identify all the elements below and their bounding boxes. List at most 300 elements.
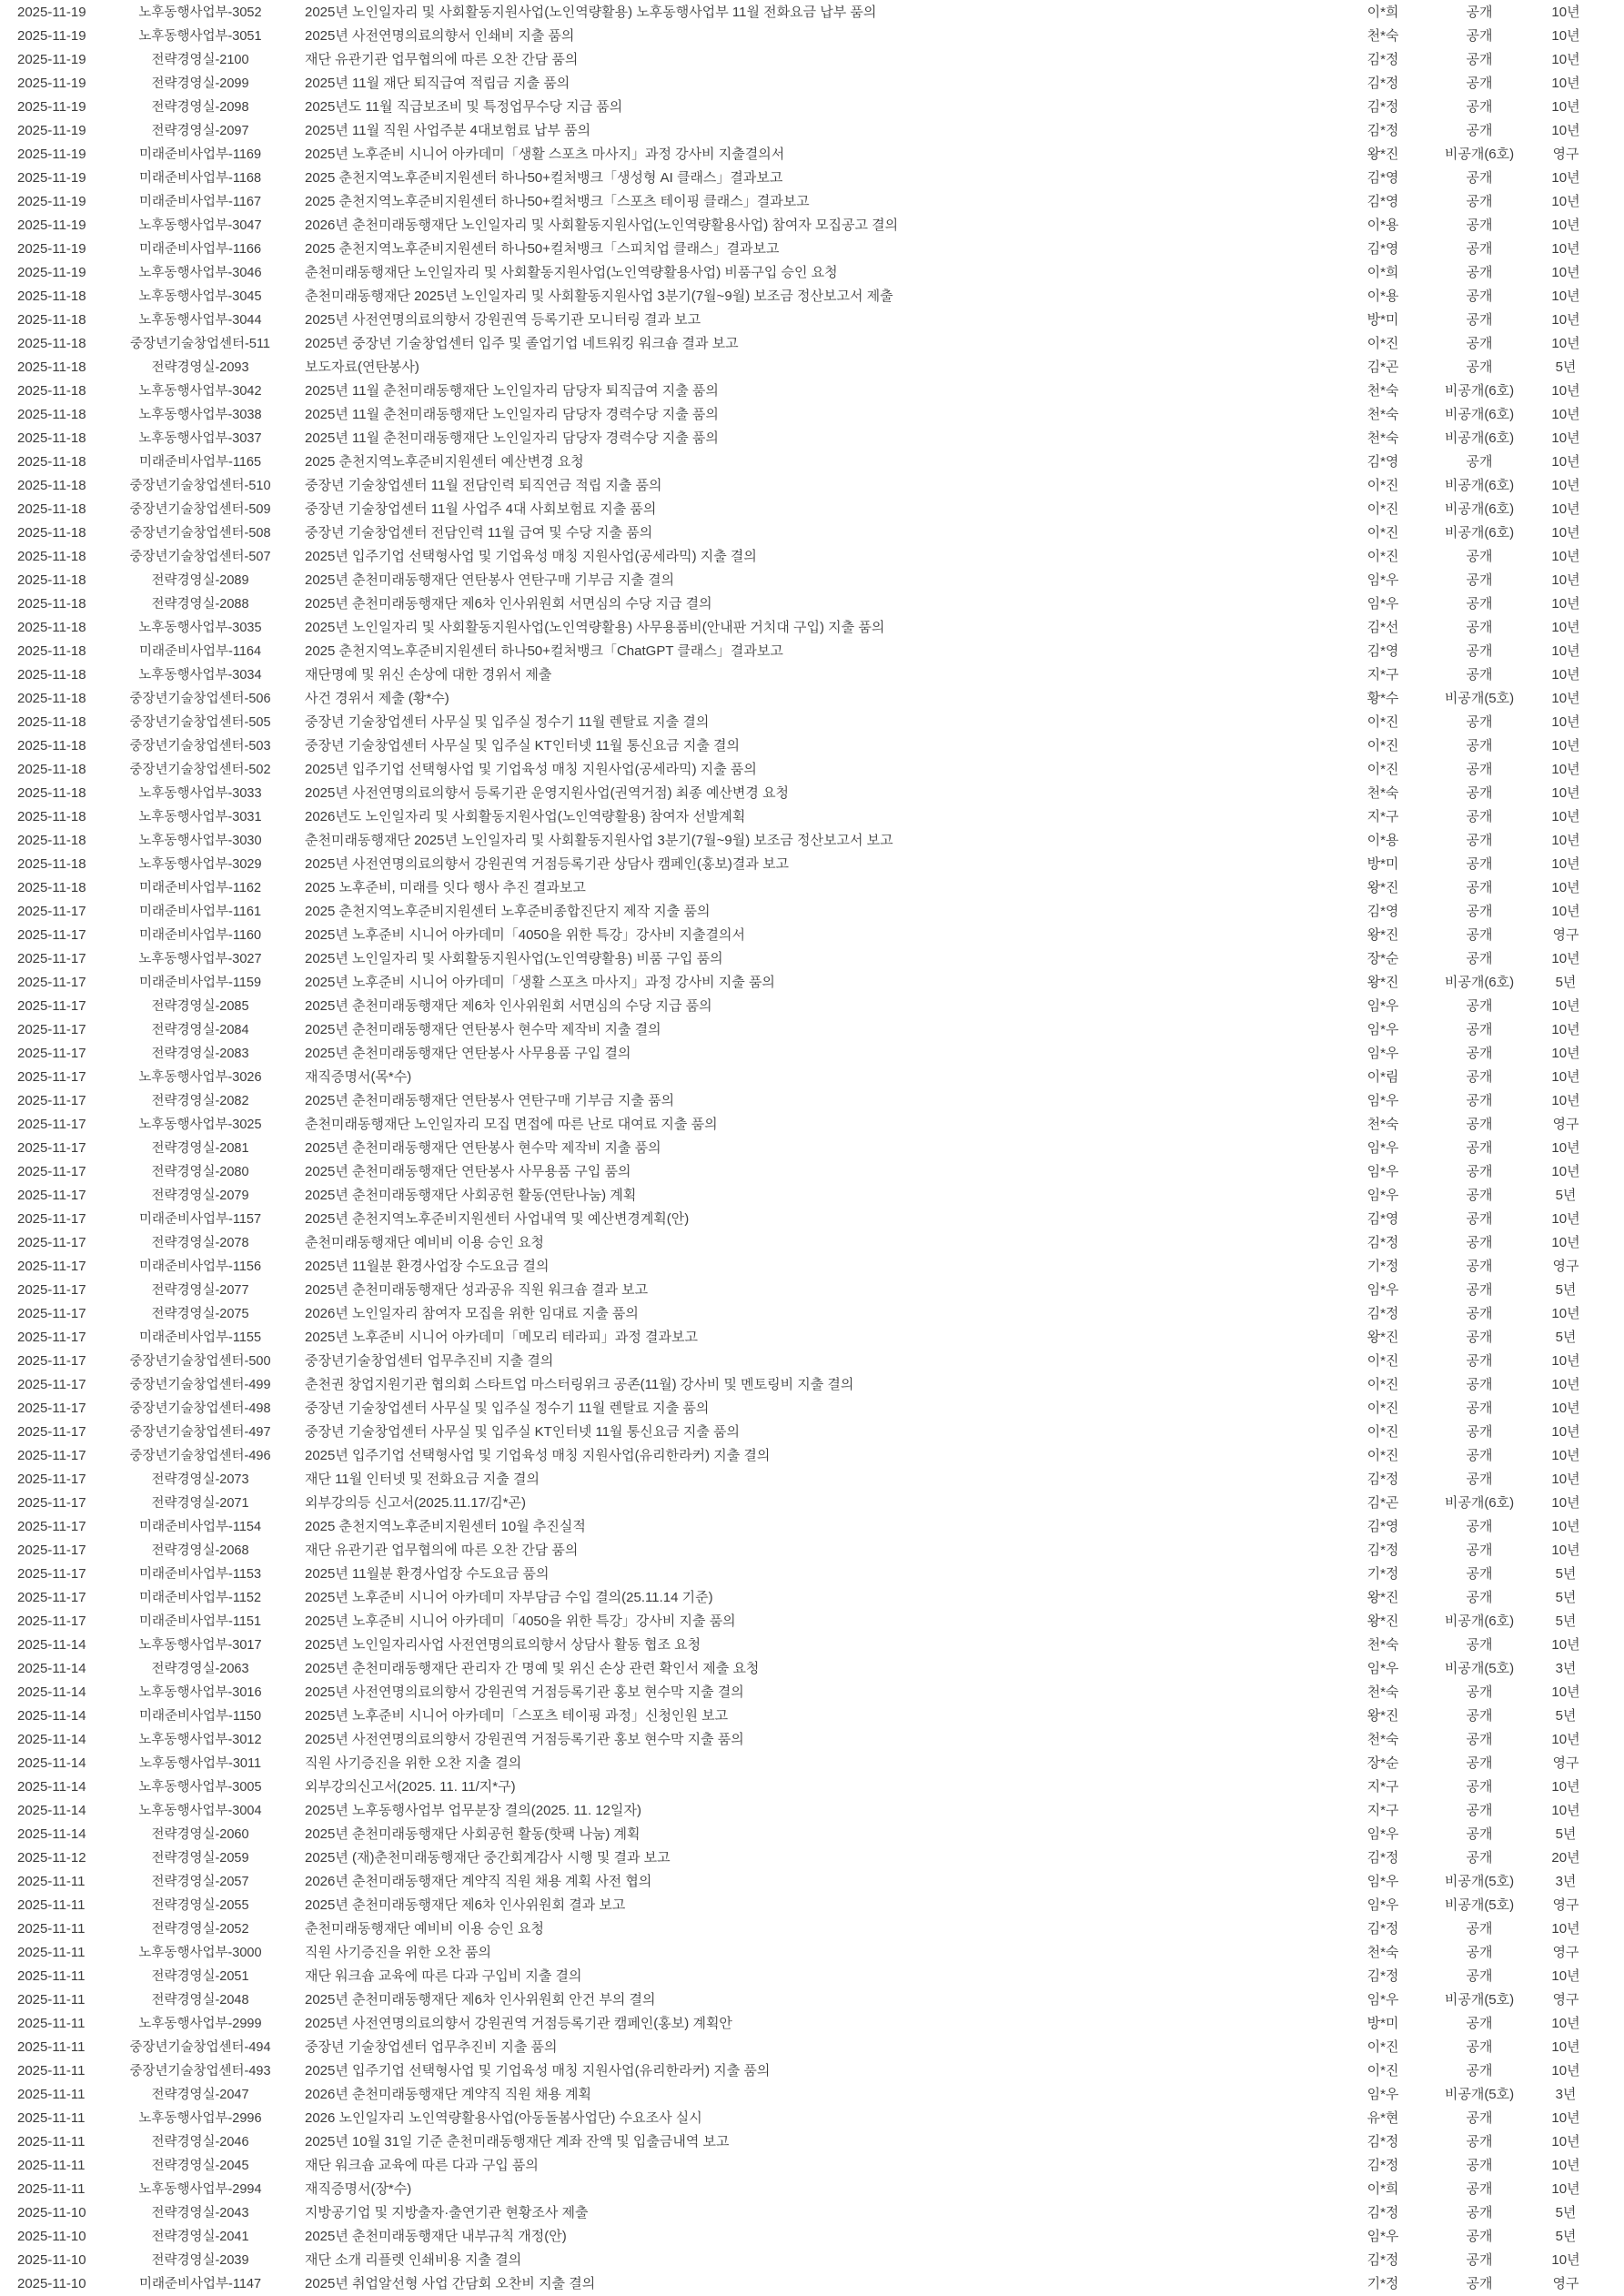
doc-title-link[interactable]: 2025년 노인일자리사업 사전연명의료의향서 상담사 활동 협조 요청 — [305, 1637, 701, 1653]
doc-visibility-badge: 비공개(6호) — [1444, 525, 1515, 541]
doc-title-link[interactable]: 재단 소개 리플렛 인쇄비용 지출 결의 — [305, 2252, 522, 2268]
doc-number: 미래준비사업부-1168 — [138, 171, 262, 186]
table-row[interactable] — [0, 2059, 1601, 2083]
doc-title-link[interactable]: 2025년 입주기업 선택형사업 및 기업육성 매칭 지원사업(공세라믹) 지출 결의 — [305, 549, 757, 564]
doc-date: 2025-11-18 — [17, 596, 86, 612]
doc-title-link[interactable]: 2025년 입주기업 선택형사업 및 기업육성 매칭 지원사업(유리한라커) 지출 결의 — [305, 1448, 771, 1463]
table-row[interactable] — [0, 1373, 1601, 1397]
doc-visibility-badge: 공개 — [1466, 1921, 1493, 1937]
doc-title-link[interactable]: 2025년 춘천미래동행재단 제6차 인사위원회 서면심의 수당 지급 결의 — [305, 596, 712, 612]
doc-visibility-badge: 공개 — [1466, 904, 1493, 919]
doc-retention-period: 5년 — [1555, 359, 1577, 375]
doc-title-link[interactable]: 2025년 11월분 환경사업장 수도요금 결의 — [305, 1259, 550, 1274]
doc-author: 이*진 — [1367, 1377, 1399, 1392]
doc-title-link[interactable]: 재직증명서(목*수) — [305, 1069, 412, 1085]
table-row[interactable] — [0, 1846, 1601, 1870]
doc-visibility-badge: 공개 — [1466, 1377, 1493, 1392]
doc-title-link[interactable]: 중장년 기술창업센터 사무실 및 입주실 KT인터넷 11월 통신요금 지출 결의 — [305, 738, 740, 754]
table-row[interactable] — [0, 1468, 1601, 1492]
table-row[interactable] — [0, 521, 1601, 545]
table-row[interactable] — [0, 356, 1601, 379]
doc-title-link[interactable]: 2025년 노후준비 시니어 아카데미「스포츠 테이핑 과정」신청인원 보고 — [305, 1708, 729, 1724]
doc-author: 김*영 — [1367, 170, 1399, 186]
table-row[interactable] — [0, 1633, 1601, 1657]
doc-number: 전략경영실-2097 — [151, 124, 249, 138]
table-row[interactable] — [0, 332, 1601, 356]
table-row[interactable] — [0, 1492, 1601, 1515]
table-row[interactable] — [0, 1255, 1601, 1279]
doc-title-link[interactable]: 직원 사기증진을 위한 오찬 지출 결의 — [305, 1755, 522, 1771]
doc-title-link[interactable]: 외부강의등 신고서(2025.11.17/김*곤) — [305, 1495, 527, 1511]
doc-visibility-badge: 공개 — [1466, 1235, 1493, 1250]
doc-date: 2025-11-19 — [17, 194, 86, 209]
table-row[interactable] — [0, 1066, 1601, 1089]
doc-date: 2025-11-17 — [17, 1542, 86, 1558]
doc-retention-period: 5년 — [1555, 975, 1577, 990]
doc-title-link[interactable]: 2025년 중장년 기술창업센터 입주 및 졸업기업 네트워킹 워크숍 결과 보고 — [305, 336, 739, 351]
table-row[interactable] — [0, 758, 1601, 782]
doc-title-link[interactable]: 2025 춘천지역노후준비지원센터 하나50+컬처뱅크「생성형 AI 클래스」결과보고 — [305, 170, 783, 186]
doc-date: 2025-11-18 — [17, 525, 86, 541]
doc-title-link[interactable]: 2025년 사전연명의료의향서 강원권역 거점등록기관 상담사 캠페인(홍보)결과 보고 — [305, 856, 790, 872]
doc-title-link[interactable]: 2025년도 11월 직급보조비 및 특정업무수당 지급 품의 — [305, 99, 623, 115]
doc-title-link[interactable]: 2025년 노후준비 시니어 아카데미「4050을 위한 특강」강사비 지출결의서 — [305, 927, 745, 943]
table-row[interactable] — [0, 1208, 1601, 1231]
table-row[interactable] — [0, 1799, 1601, 1823]
table-row[interactable] — [0, 616, 1601, 640]
doc-author: 이*희 — [1367, 265, 1399, 280]
doc-title-link[interactable]: 2025 춘천지역노후준비지원센터 예산변경 요청 — [305, 454, 584, 470]
doc-title-link[interactable]: 중장년 기술창업센터 11월 사업주 4대 사회보험료 지출 품의 — [305, 501, 657, 517]
doc-title-link[interactable]: 2025년 노후준비 시니어 아카데미 자부담금 수입 결의(25.11.14 기준) — [305, 1590, 713, 1605]
table-row[interactable] — [0, 379, 1601, 403]
table-row[interactable] — [0, 1, 1601, 25]
doc-date: 2025-11-17 — [17, 1188, 86, 1203]
table-row[interactable] — [0, 1965, 1601, 1988]
doc-title-link[interactable]: 2025년 사전연명의료의향서 강원권역 거점등록기관 홍보 현수막 지출 결의 — [305, 1684, 744, 1700]
doc-title-link[interactable]: 보도자료(연탄봉사) — [305, 359, 419, 375]
table-row[interactable] — [0, 25, 1601, 48]
table-row[interactable] — [0, 1421, 1601, 1444]
doc-title-link[interactable]: 2025년 춘천미래동행재단 연탄봉사 사무용품 구입 품의 — [305, 1164, 631, 1179]
doc-author: 이*희 — [1367, 2181, 1399, 2197]
doc-title-link[interactable]: 2025년 사전연명의료의향서 인쇄비 지출 품의 — [305, 28, 575, 44]
doc-title-link[interactable]: 2026년 춘천미래동행재단 계약직 직원 채용 계획 — [305, 2087, 592, 2102]
doc-number: 노후동행사업부-2996 — [138, 2111, 262, 2126]
table-row[interactable] — [0, 143, 1601, 167]
table-row[interactable] — [0, 1018, 1601, 1042]
doc-retention-period: 10년 — [1551, 241, 1580, 257]
doc-date: 2025-11-18 — [17, 288, 86, 304]
doc-date: 2025-11-18 — [17, 738, 86, 754]
doc-title-link[interactable]: 2025년 사전연명의료의향서 등록기관 운영지원사업(권역거점) 최종 예산변경 요청 — [305, 785, 790, 801]
doc-date: 2025-11-18 — [17, 312, 86, 328]
table-row[interactable] — [0, 1137, 1601, 1160]
table-row[interactable] — [0, 1941, 1601, 1965]
doc-date: 2025-11-17 — [17, 1306, 86, 1321]
doc-number: 전략경영실-2081 — [151, 1141, 249, 1156]
doc-title-link[interactable]: 춘천미래동행재단 노인일자리 모집 면접에 따른 난로 대여료 지출 품의 — [305, 1117, 718, 1132]
doc-author: 천*숙 — [1367, 430, 1399, 446]
table-row[interactable] — [0, 2201, 1601, 2225]
doc-number: 중장년기술창업센터-497 — [129, 1425, 271, 1440]
doc-number: 전략경영실-2093 — [151, 360, 249, 375]
table-row[interactable] — [0, 1610, 1601, 1633]
doc-title-link[interactable]: 사건 경위서 제출 (황*수) — [305, 691, 449, 706]
table-row[interactable] — [0, 782, 1601, 805]
table-row[interactable] — [0, 876, 1601, 900]
doc-title-link[interactable]: 중장년 기술창업센터 11월 전담인력 퇴직연금 적립 지출 품의 — [305, 478, 662, 493]
doc-title-link[interactable]: 2025년 10월 31일 기준 춘천미래동행재단 계좌 잔액 및 입출금내역 보고 — [305, 2134, 730, 2149]
table-row[interactable] — [0, 2249, 1601, 2272]
doc-visibility-badge: 공개 — [1466, 2276, 1493, 2291]
table-row[interactable] — [0, 403, 1601, 427]
doc-retention-period: 10년 — [1551, 998, 1580, 1014]
doc-visibility-badge: 비공개(5호) — [1444, 2087, 1515, 2102]
doc-number: 노후동행사업부-3044 — [138, 313, 262, 328]
doc-number: 미래준비사업부-1154 — [138, 1520, 262, 1534]
doc-title-link[interactable]: 춘천미래동행재단 예비비 이용 승인 요청 — [305, 1921, 545, 1937]
doc-author: 김*영 — [1367, 241, 1399, 257]
doc-title-link[interactable]: 2025년 춘천미래동행재단 연탄봉사 현수막 제작비 지출 결의 — [305, 1022, 661, 1037]
table-row[interactable] — [0, 474, 1601, 498]
doc-retention-period: 10년 — [1551, 407, 1580, 422]
doc-title-link[interactable]: 재단 11월 인터넷 및 전화요금 지출 결의 — [305, 1472, 540, 1487]
doc-date: 2025-11-17 — [17, 975, 86, 990]
doc-title-link[interactable]: 2025년 춘천미래동행재단 제6차 인사위원회 결과 보고 — [305, 1897, 626, 1913]
doc-title-link[interactable]: 2025년 노후준비 시니어 아카데미「생활 스포츠 마사지」과정 강사비 지출 품의 — [305, 975, 775, 990]
doc-date: 2025-11-19 — [17, 170, 86, 186]
doc-title-link[interactable]: 2025년 11월 춘천미래동행재단 노인일자리 담당자 경력수당 지출 품의 — [305, 430, 719, 446]
doc-title-link[interactable]: 2025년 춘천미래동행재단 연탄봉사 연탄구매 기부금 지출 결의 — [305, 572, 675, 588]
table-row[interactable] — [0, 1870, 1601, 1894]
doc-visibility-badge: 공개 — [1466, 549, 1493, 564]
doc-title-link[interactable]: 2025년 춘천지역노후준비지원센터 사업내역 및 예산변경계획(안) — [305, 1211, 690, 1227]
table-row[interactable] — [0, 1775, 1601, 1799]
table-row[interactable] — [0, 1515, 1601, 1539]
doc-number: 전략경영실-2052 — [151, 1922, 249, 1937]
table-row[interactable] — [0, 1539, 1601, 1563]
doc-date: 2025-11-18 — [17, 478, 86, 493]
doc-title-link[interactable]: 2025년 춘천미래동행재단 연탄봉사 연탄구매 기부금 지출 품의 — [305, 1093, 675, 1108]
doc-author: 이*희 — [1367, 5, 1399, 20]
table-row[interactable] — [0, 1302, 1601, 1326]
doc-title-link[interactable]: 2026년 노인일자리 참여자 모집을 위한 임대료 지출 품의 — [305, 1306, 639, 1321]
doc-author: 황*수 — [1367, 691, 1399, 706]
doc-title-link[interactable]: 외부강의신고서(2025. 11. 11/지*구) — [305, 1779, 516, 1795]
table-row[interactable] — [0, 427, 1601, 450]
table-row[interactable] — [0, 1586, 1601, 1610]
table-row[interactable] — [0, 805, 1601, 829]
table-row[interactable] — [0, 971, 1601, 995]
doc-number: 중장년기술창업센터-505 — [129, 715, 271, 730]
table-row[interactable] — [0, 214, 1601, 238]
doc-title-link[interactable]: 2025 노후준비, 미래를 잇다 행사 추진 결과보고 — [305, 880, 586, 895]
table-row[interactable] — [0, 924, 1601, 947]
doc-title-link[interactable]: 2026년 춘천미래동행재단 노인일자리 및 사회활동지원사업(노인역량활용사업) 참여자 모집공고 결의 — [305, 217, 899, 233]
doc-date: 2025-11-17 — [17, 1259, 86, 1274]
doc-author: 임*우 — [1367, 1992, 1399, 2008]
doc-author: 김*정 — [1367, 2158, 1399, 2173]
doc-retention-period: 10년 — [1551, 549, 1580, 564]
doc-title-link[interactable]: 직원 사기증진을 위한 오찬 품의 — [305, 1945, 492, 1960]
table-row[interactable] — [0, 261, 1601, 285]
table-row[interactable] — [0, 1681, 1601, 1704]
doc-author: 이*진 — [1367, 762, 1399, 777]
table-row[interactable] — [0, 1350, 1601, 1373]
table-row[interactable] — [0, 1444, 1601, 1468]
doc-number: 미래준비사업부-1169 — [138, 147, 262, 162]
table-row[interactable] — [0, 96, 1601, 119]
doc-title-link[interactable]: 2025년 11월 춘천미래동행재단 노인일자리 담당자 경력수당 지출 품의 — [305, 407, 719, 422]
table-row[interactable] — [0, 947, 1601, 971]
table-row[interactable] — [0, 1113, 1601, 1137]
doc-title-link[interactable]: 2025년 노인일자리 및 사회활동지원사업(노인역량활용) 사무용품비(안내판 거치대 구입) 지출 품의 — [305, 620, 885, 635]
doc-visibility-badge: 공개 — [1466, 2016, 1493, 2031]
doc-number: 미래준비사업부-1161 — [138, 905, 262, 919]
table-row[interactable] — [0, 2272, 1601, 2296]
doc-number: 전략경영실-2055 — [151, 1898, 249, 1913]
table-row[interactable] — [0, 1988, 1601, 2012]
table-row[interactable] — [0, 2083, 1601, 2107]
table-row[interactable] — [0, 1728, 1601, 1752]
doc-title-link[interactable]: 재단 유관기관 업무협의에 따른 오찬 간담 품의 — [305, 1542, 579, 1558]
doc-retention-period: 3년 — [1555, 1661, 1577, 1676]
doc-title-link[interactable]: 중장년 기술창업센터 사무실 및 입주실 KT인터넷 11월 통신요금 지출 품의 — [305, 1424, 740, 1440]
doc-author: 기*정 — [1367, 1259, 1399, 1274]
table-row[interactable] — [0, 1184, 1601, 1208]
doc-title-link[interactable]: 춘천미래동행재단 예비비 이용 승인 요청 — [305, 1235, 545, 1250]
doc-title-link[interactable]: 2025년 입주기업 선택형사업 및 기업육성 매칭 지원사업(공세라믹) 지출 품의 — [305, 762, 757, 777]
table-row[interactable] — [0, 285, 1601, 308]
doc-title-link[interactable]: 2025 춘천지역노후준비지원센터 하나50+컬처뱅크「ChatGPT 클래스」결과보고 — [305, 643, 783, 659]
table-row[interactable] — [0, 853, 1601, 876]
doc-retention-period: 3년 — [1555, 2087, 1577, 2102]
doc-author: 김*영 — [1367, 1519, 1399, 1534]
doc-title-link[interactable]: 2025년 춘천미래동행재단 사회공헌 활동(연탄나눔) 계획 — [305, 1188, 637, 1203]
table-row[interactable] — [0, 498, 1601, 521]
doc-title-link[interactable]: 춘천미래동행재단 2025년 노인일자리 및 사회활동지원사업 3분기(7월~9월) 보조금 정산보고서 제출 — [305, 288, 893, 304]
doc-title-link[interactable]: 중장년기술창업센터 업무추진비 지출 결의 — [305, 1353, 554, 1369]
doc-title-link[interactable]: 2025년 11월 직원 사업주분 4대보험료 납부 품의 — [305, 123, 591, 138]
table-row[interactable] — [0, 734, 1601, 758]
table-row[interactable] — [0, 995, 1601, 1018]
doc-date: 2025-11-19 — [17, 5, 86, 20]
doc-retention-period: 10년 — [1551, 620, 1580, 635]
table-row[interactable] — [0, 1894, 1601, 1917]
doc-author: 김*영 — [1367, 904, 1399, 919]
table-row[interactable] — [0, 2012, 1601, 2036]
table-row[interactable] — [0, 1160, 1601, 1184]
doc-title-link[interactable]: 중장년 기술창업센터 전담인력 11월 급여 및 수당 지출 품의 — [305, 525, 653, 541]
table-row[interactable] — [0, 308, 1601, 332]
doc-title-link[interactable]: 2025년 사전연명의료의향서 강원권역 거점등록기관 캠페인(홍보) 계획안 — [305, 2016, 732, 2031]
doc-visibility-badge: 공개 — [1466, 1590, 1493, 1605]
doc-author: 김*정 — [1367, 1542, 1399, 1558]
table-row[interactable] — [0, 1326, 1601, 1350]
doc-title-link[interactable]: 2026 노인일자리 노인역량활용사업(아동돌봄사업단) 수요조사 실시 — [305, 2110, 702, 2126]
table-row[interactable] — [0, 592, 1601, 616]
doc-title-link[interactable]: 2026년도 노인일자리 및 사회활동지원사업(노인역량활용) 참여자 선발계획 — [305, 809, 746, 824]
table-row[interactable] — [0, 900, 1601, 924]
doc-title-link[interactable]: 2025년 춘천미래동행재단 사회공헌 활동(핫팩 나눔) 계획 — [305, 1826, 641, 1842]
doc-title-link[interactable]: 중장년 기술창업센터 사무실 및 입주실 정수기 11월 렌탈료 지출 결의 — [305, 714, 710, 730]
doc-title-link[interactable]: 중장년 기술창업센터 사무실 및 입주실 정수기 11월 렌탈료 지출 품의 — [305, 1401, 710, 1416]
doc-visibility-badge: 공개 — [1466, 1850, 1493, 1866]
doc-title-link[interactable]: 2025년 노인일자리 및 사회활동지원사업(노인역량활용) 노후동행사업부 11월 전화요금 납부 품의 — [305, 5, 877, 20]
doc-title-link[interactable]: 2025년 춘천미래동행재단 제6차 인사위원회 안건 부의 결의 — [305, 1992, 656, 2008]
doc-retention-period: 10년 — [1551, 2016, 1580, 2031]
doc-title-link[interactable]: 2025년 춘천미래동행재단 연탄봉사 현수막 제작비 지출 품의 — [305, 1140, 661, 1156]
doc-title-link[interactable]: 재직증명서(장*수) — [305, 2181, 412, 2197]
doc-author: 김*영 — [1367, 1211, 1399, 1227]
doc-retention-period: 10년 — [1551, 5, 1580, 20]
doc-retention-period: 10년 — [1551, 1968, 1580, 1984]
doc-title-link[interactable]: 춘천미래동행재단 2025년 노인일자리 및 사회활동지원사업 3분기(7월~9월) 보조금 정산보고서 보고 — [305, 833, 893, 848]
doc-date: 2025-11-19 — [17, 123, 86, 138]
doc-author: 김*선 — [1367, 620, 1399, 635]
doc-date: 2025-11-18 — [17, 643, 86, 659]
doc-visibility-badge: 공개 — [1466, 1306, 1493, 1321]
table-row[interactable] — [0, 1704, 1601, 1728]
doc-visibility-badge: 공개 — [1466, 1046, 1493, 1061]
table-row[interactable] — [0, 2154, 1601, 2178]
doc-date: 2025-11-11 — [17, 2039, 86, 2055]
table-row[interactable] — [0, 1917, 1601, 1941]
doc-title-link[interactable]: 2025년 춘천미래동행재단 내부규칙 개정(안) — [305, 2229, 567, 2244]
doc-date: 2025-11-17 — [17, 1330, 86, 1345]
doc-retention-period: 영구 — [1552, 2276, 1579, 2291]
doc-date: 2025-11-19 — [17, 52, 86, 67]
doc-title-link[interactable]: 춘천미래동행재단 노인일자리 및 사회활동지원사업(노인역량활용사업) 비품구입 승인 요청 — [305, 265, 838, 280]
table-row[interactable] — [0, 569, 1601, 592]
doc-retention-period: 10년 — [1551, 1401, 1580, 1416]
doc-title-link[interactable]: 2025년 입주기업 선택형사업 및 기업육성 매칭 지원사업(유리한라커) 지출 품의 — [305, 2063, 771, 2079]
doc-author: 이*진 — [1367, 738, 1399, 754]
doc-title-link[interactable]: 재단명예 및 위신 손상에 대한 경위서 제출 — [305, 667, 552, 683]
doc-title-link[interactable]: 재단 유관기관 업무협의에 따른 오찬 간담 품의 — [305, 52, 579, 67]
doc-number: 노후동행사업부-3052 — [138, 5, 262, 20]
doc-title-link[interactable]: 2025년 춘천미래동행재단 성과공유 직원 워크숍 결과 보고 — [305, 1282, 649, 1298]
table-row[interactable] — [0, 1823, 1601, 1846]
doc-title-link[interactable]: 2025년 춘천미래동행재단 제6차 인사위원회 서면심의 수당 지급 품의 — [305, 998, 712, 1014]
doc-title-link[interactable]: 지방공기업 및 지방출자·출연기관 현황조사 제출 — [305, 2205, 589, 2220]
table-row[interactable] — [0, 2036, 1601, 2059]
table-row[interactable] — [0, 545, 1601, 569]
doc-retention-period: 10년 — [1551, 1519, 1580, 1534]
doc-title-link[interactable]: 2025년 노인일자리 및 사회활동지원사업(노인역량활용) 비품 구입 품의 — [305, 951, 723, 966]
doc-title-link[interactable]: 2025 춘천지역노후준비지원센터 하나50+컬처뱅크「스포츠 테이핑 클래스」결과보고 — [305, 194, 810, 209]
doc-title-link[interactable]: 2025년 취업알선형 사업 간담회 오찬비 지출 결의 — [305, 2276, 596, 2291]
doc-number: 전략경영실-2068 — [151, 1543, 249, 1558]
table-row[interactable] — [0, 167, 1601, 190]
table-row[interactable] — [0, 2225, 1601, 2249]
table-row[interactable] — [0, 450, 1601, 474]
doc-title-link[interactable]: 2026년 춘천미래동행재단 계약직 직원 채용 계획 사전 협의 — [305, 1874, 652, 1889]
doc-title-link[interactable]: 2025년 노후준비 시니어 아카데미「메모리 테라피」과정 결과보고 — [305, 1330, 698, 1345]
doc-date: 2025-11-18 — [17, 762, 86, 777]
doc-retention-period: 10년 — [1551, 1779, 1580, 1795]
doc-title-link[interactable]: 2025 춘천지역노후준비지원센터 10월 추진실적 — [305, 1519, 586, 1534]
doc-author: 이*림 — [1367, 1069, 1399, 1085]
doc-title-link[interactable]: 2025년 사전연명의료의향서 강원권역 등록기관 모니터링 결과 보고 — [305, 312, 701, 328]
doc-retention-period: 10년 — [1551, 1140, 1580, 1156]
table-row[interactable] — [0, 711, 1601, 734]
doc-retention-period: 10년 — [1551, 1684, 1580, 1700]
doc-visibility-badge: 비공개(6호) — [1444, 147, 1515, 162]
table-row[interactable] — [0, 1752, 1601, 1775]
doc-retention-period: 10년 — [1551, 785, 1580, 801]
table-row[interactable] — [0, 687, 1601, 711]
doc-title-link[interactable]: 재단 워크숍 교육에 따른 다과 구입 품의 — [305, 2158, 539, 2173]
doc-title-link[interactable]: 2025년 11월분 환경사업장 수도요금 품의 — [305, 1566, 550, 1582]
table-row[interactable] — [0, 119, 1601, 143]
doc-title-link[interactable]: 2025년 노후준비 시니어 아카데미「4050을 위한 특강」강사비 지출 품의 — [305, 1613, 736, 1629]
table-row[interactable] — [0, 829, 1601, 853]
table-row[interactable] — [0, 640, 1601, 663]
doc-title-link[interactable]: 2025년 춘천미래동행재단 연탄봉사 사무용품 구입 결의 — [305, 1046, 631, 1061]
table-row[interactable] — [0, 1042, 1601, 1066]
doc-author: 천*숙 — [1367, 785, 1399, 801]
table-row[interactable] — [0, 663, 1601, 687]
doc-number: 전략경영실-2051 — [151, 1969, 249, 1984]
doc-author: 기*정 — [1367, 2276, 1399, 2291]
doc-date: 2025-11-11 — [17, 2134, 86, 2149]
doc-title-link[interactable]: 2025년 11월 춘천미래동행재단 노인일자리 담당자 퇴직급여 지출 품의 — [305, 383, 719, 399]
doc-title-link[interactable]: 2025년 (재)춘천미래동행재단 중간회계감사 시행 및 결과 보고 — [305, 1850, 671, 1866]
doc-author: 임*우 — [1367, 1164, 1399, 1179]
doc-date: 2025-11-18 — [17, 691, 86, 706]
table-row[interactable] — [0, 2178, 1601, 2201]
doc-title-link[interactable]: 중장년 기술창업센터 업무추진비 지출 품의 — [305, 2039, 558, 2055]
doc-title-link[interactable]: 2025년 춘천미래동행재단 관리자 간 명예 및 위신 손상 관련 확인서 제출 요청 — [305, 1661, 760, 1676]
doc-title-link[interactable]: 2025년 사전연명의료의향서 강원권역 거점등록기관 홍보 현수막 지출 품의 — [305, 1732, 744, 1747]
doc-date: 2025-11-11 — [17, 2158, 86, 2173]
doc-title-link[interactable]: 2025 춘천지역노후준비지원센터 하나50+컬처뱅크「스피치업 클래스」결과보고 — [305, 241, 780, 257]
doc-date: 2025-11-17 — [17, 951, 86, 966]
doc-author: 김*정 — [1367, 2252, 1399, 2268]
table-row[interactable] — [0, 48, 1601, 72]
table-row[interactable] — [0, 1397, 1601, 1421]
table-row[interactable] — [0, 1563, 1601, 1586]
doc-number: 중장년기술창업센터-511 — [129, 337, 270, 351]
doc-author: 천*숙 — [1367, 407, 1399, 422]
table-row[interactable] — [0, 1231, 1601, 1255]
doc-visibility-badge: 공개 — [1466, 1330, 1493, 1345]
table-row[interactable] — [0, 190, 1601, 214]
doc-title-link[interactable]: 2025 춘천지역노후준비지원센터 노후준비종합진단지 제작 지출 품의 — [305, 904, 711, 919]
doc-title-link[interactable]: 2025년 노후동행사업부 업무분장 결의(2025. 11. 12일자) — [305, 1803, 641, 1818]
table-row[interactable] — [0, 238, 1601, 261]
table-row[interactable] — [0, 1657, 1601, 1681]
table-row[interactable] — [0, 2130, 1601, 2154]
table-row[interactable] — [0, 72, 1601, 96]
doc-retention-period: 10년 — [1551, 28, 1580, 44]
doc-number: 중장년기술창업센터-507 — [129, 550, 271, 564]
doc-retention-period: 10년 — [1551, 99, 1580, 115]
doc-visibility-badge: 공개 — [1466, 1401, 1493, 1416]
doc-title-link[interactable]: 춘천권 창업지원기관 협의회 스타트업 마스터링위크 공존(11월) 강사비 및 멘토링비 지출 결의 — [305, 1377, 854, 1392]
doc-visibility-badge: 공개 — [1466, 1566, 1493, 1582]
doc-title-link[interactable]: 재단 워크숍 교육에 따른 다과 구입비 지출 결의 — [305, 1968, 582, 1984]
doc-title-link[interactable]: 2025년 11월 재단 퇴직급여 적립금 지출 품의 — [305, 76, 570, 91]
table-row[interactable] — [0, 2107, 1601, 2130]
table-row[interactable] — [0, 1089, 1601, 1113]
doc-retention-period: 10년 — [1551, 1164, 1580, 1179]
doc-title-link[interactable]: 2025년 노후준비 시니어 아카데미「생활 스포츠 마사지」과정 강사비 지출결의서 — [305, 147, 785, 162]
doc-number: 노후동행사업부-3047 — [138, 218, 262, 233]
table-row[interactable] — [0, 1279, 1601, 1302]
